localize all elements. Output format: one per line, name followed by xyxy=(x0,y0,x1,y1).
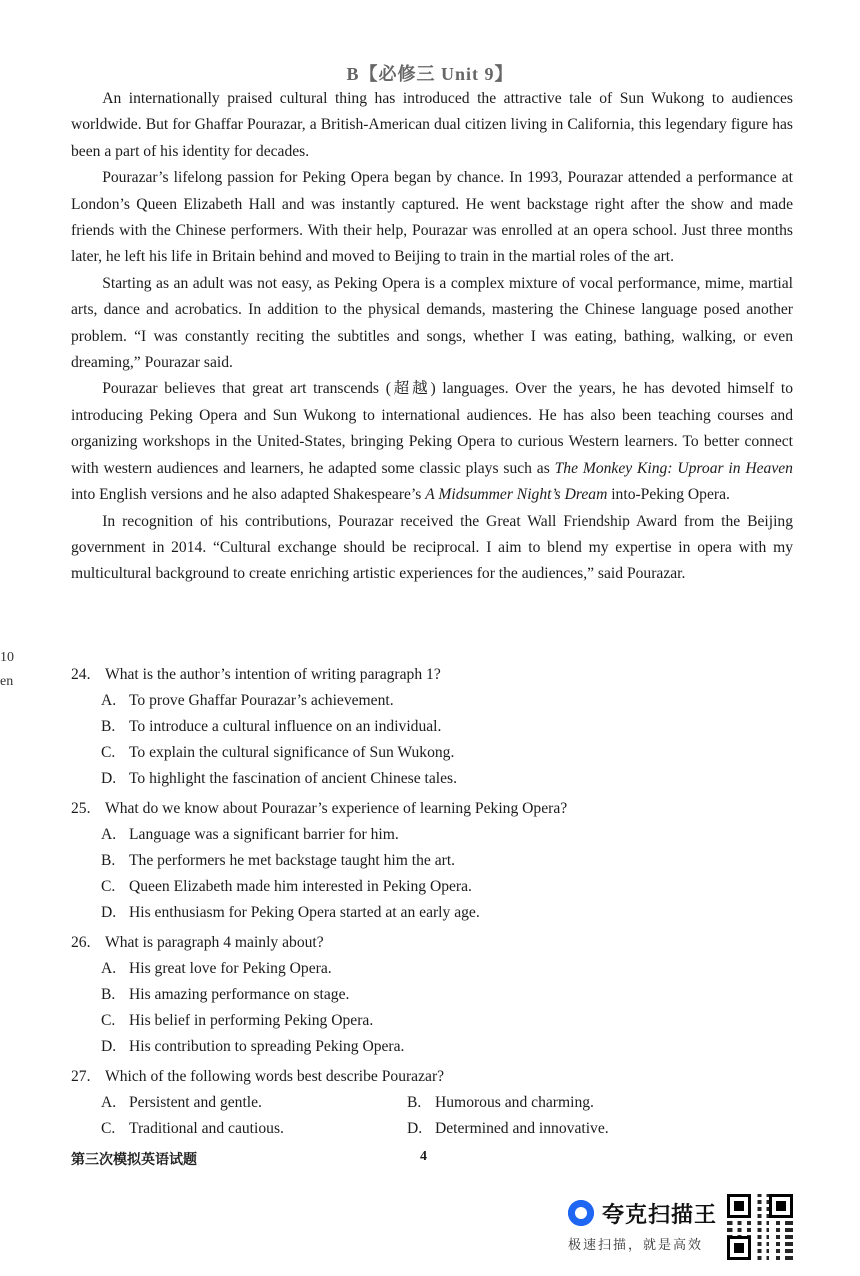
brand-name: 夸克扫描王 xyxy=(602,1203,718,1228)
qr-code-icon xyxy=(727,1194,793,1260)
play-title-monkey-king: The Monkey King: Uproar in Heaven xyxy=(554,459,793,477)
option-letter: A. xyxy=(101,692,117,709)
option-text: Determined and innovative. xyxy=(435,1120,609,1137)
option-row-cd xyxy=(71,1116,793,1142)
question-26 xyxy=(71,930,793,1060)
option-c xyxy=(71,740,793,766)
option-letter: B. xyxy=(101,718,116,735)
question-stem xyxy=(71,1064,793,1090)
option-c xyxy=(71,874,793,900)
option-text: Persistent and gentle. xyxy=(129,1094,262,1111)
question-stem xyxy=(71,796,793,822)
paragraph-1: An internationally praised cultural thing has introduced the attractive tale of Sun Wukong to audiences worldwide. But for Ghaffar Pourazar, a British-American dual citizen living in California, this legendary figure has been a part of his identity for decades. xyxy=(71,90,793,160)
question-number: 25. xyxy=(71,800,91,817)
play-title-midsummer: A Midsummer Night’s Dream xyxy=(425,486,608,504)
paragraph-4-part-b: into English versions and he also adapted Shakespeare’s xyxy=(71,486,426,504)
option-text: His great love for Peking Opera. xyxy=(129,960,332,977)
option-text: Language was a significant barrier for him. xyxy=(129,826,399,843)
option-text: Humorous and charming. xyxy=(435,1094,594,1111)
paragraph-3: Starting as an adult was not easy, as Peking Opera is a complex mixture of vocal performance, mime, martial arts, dance and acrobatics. In addition to the physical demands, mastering the Chinese language posed another problem. “I was constantly reciting the subtitles and songs, whether I was eating, bathing, walking, or even dreaming,” Pourazar said. xyxy=(71,274,793,372)
option-letter: D. xyxy=(101,770,117,787)
option-letter: A. xyxy=(101,1094,117,1111)
paragraph-4-part-c: into-Peking Opera. xyxy=(607,486,730,504)
option-letter: B. xyxy=(407,1094,422,1111)
option-text: His belief in performing Peking Opera. xyxy=(129,1012,374,1029)
option-text: His amazing performance on stage. xyxy=(129,986,350,1003)
reading-passage xyxy=(71,86,793,588)
option-letter: D. xyxy=(407,1120,423,1137)
qr-finder xyxy=(727,1236,751,1260)
margin-fragment: en xyxy=(0,674,14,689)
question-text: What is paragraph 4 mainly about? xyxy=(105,934,324,951)
paragraph-5: In recognition of his contributions, Pourazar received the Great Wall Friendship Award from the Beijing government in 2014. “Cultural exchange should be reciprocal. I aim to blend my expertise in opera with my multicultural background to create enriching artistic experiences for the audiences,” said Pourazar. xyxy=(71,512,793,583)
question-24 xyxy=(71,662,793,792)
option-letter: B. xyxy=(101,852,116,869)
option-letter: C. xyxy=(101,878,116,895)
qr-finder xyxy=(727,1194,751,1218)
option-a xyxy=(71,688,793,714)
question-stem xyxy=(71,930,793,956)
scanner-watermark xyxy=(568,1198,728,1254)
option-d xyxy=(71,766,793,792)
option-text: To explain the cultural significance of Sun Wukong. xyxy=(129,744,455,761)
section-title: B【必修三 Unit 9】 xyxy=(346,64,514,84)
option-letter: C. xyxy=(101,1012,116,1029)
question-number: 27. xyxy=(71,1068,91,1085)
question-stem xyxy=(71,662,793,688)
option-a xyxy=(101,1090,407,1116)
option-letter: D. xyxy=(101,1038,117,1055)
option-text: To prove Ghaffar Pourazar’s achievement. xyxy=(129,692,394,709)
option-d xyxy=(71,900,793,926)
paragraph-4 xyxy=(71,376,793,508)
question-text: What do we know about Pourazar’s experience of learning Peking Opera? xyxy=(105,800,568,817)
option-letter: C. xyxy=(101,744,116,761)
question-list xyxy=(71,662,793,1146)
option-text: Queen Elizabeth made him interested in Peking Opera. xyxy=(129,878,472,895)
paragraph-4-part-a: Pourazar believes that great art transcends (超越) languages. Over the years, he has devoted himself to introducing Peking Opera and Sun Wukong to international audiences. He has also been teaching courses and organizing workshops in the United-States, bringing Peking Opera to curious Western learners. To better connect with western audiences and learners, he adapted some classic plays such as xyxy=(71,380,793,477)
option-b xyxy=(71,714,793,740)
question-text: Which of the following words best describe Pourazar? xyxy=(105,1068,445,1085)
option-text: Traditional and cautious. xyxy=(129,1120,284,1137)
option-a xyxy=(71,956,793,982)
option-letter: A. xyxy=(101,960,117,977)
paragraph-2: Pourazar’s lifelong passion for Peking Opera began by chance. In 1993, Pourazar attended a performance at London’s Queen Elizabeth Hall and was instantly captured. He went backstage right after the show and made friends with the Chinese performers. With their help, Pourazar was enrolled at an opera school. Just three months later, he left his life in Britain behind and moved to Beijing to train in the martial roles of the art. xyxy=(71,169,793,266)
option-text: His contribution to spreading Peking Opera. xyxy=(129,1038,405,1055)
option-row-ab xyxy=(71,1090,793,1116)
quark-logo-icon xyxy=(568,1200,594,1226)
question-number: 24. xyxy=(71,666,91,683)
option-b xyxy=(407,1090,713,1116)
margin-fragment: 10 xyxy=(0,650,14,665)
option-text: To introduce a cultural influence on an individual. xyxy=(129,718,442,735)
option-text: To highlight the fascination of ancient Chinese tales. xyxy=(129,770,458,787)
question-27 xyxy=(71,1064,793,1142)
qr-finder xyxy=(769,1194,793,1218)
option-d xyxy=(407,1116,713,1142)
option-letter: B. xyxy=(101,986,116,1003)
option-c xyxy=(101,1116,407,1142)
option-letter: A. xyxy=(101,826,117,843)
option-a xyxy=(71,822,793,848)
option-letter: C. xyxy=(101,1120,116,1137)
page-number: 4 xyxy=(420,1149,427,1164)
option-c xyxy=(71,1008,793,1034)
option-text: The performers he met backstage taught him the art. xyxy=(129,852,456,869)
brand-slogan: 极速扫描，就是高效 xyxy=(568,1238,704,1253)
question-text: What is the author’s intention of writing paragraph 1? xyxy=(105,666,441,683)
option-letter: D. xyxy=(101,904,117,921)
question-25 xyxy=(71,796,793,926)
exam-title: 第三次模拟英语试题 xyxy=(71,1152,197,1168)
option-text: His enthusiasm for Peking Opera started at an early age. xyxy=(129,904,480,921)
option-d xyxy=(71,1034,793,1060)
option-b xyxy=(71,982,793,1008)
question-number: 26. xyxy=(71,934,91,951)
option-b xyxy=(71,848,793,874)
